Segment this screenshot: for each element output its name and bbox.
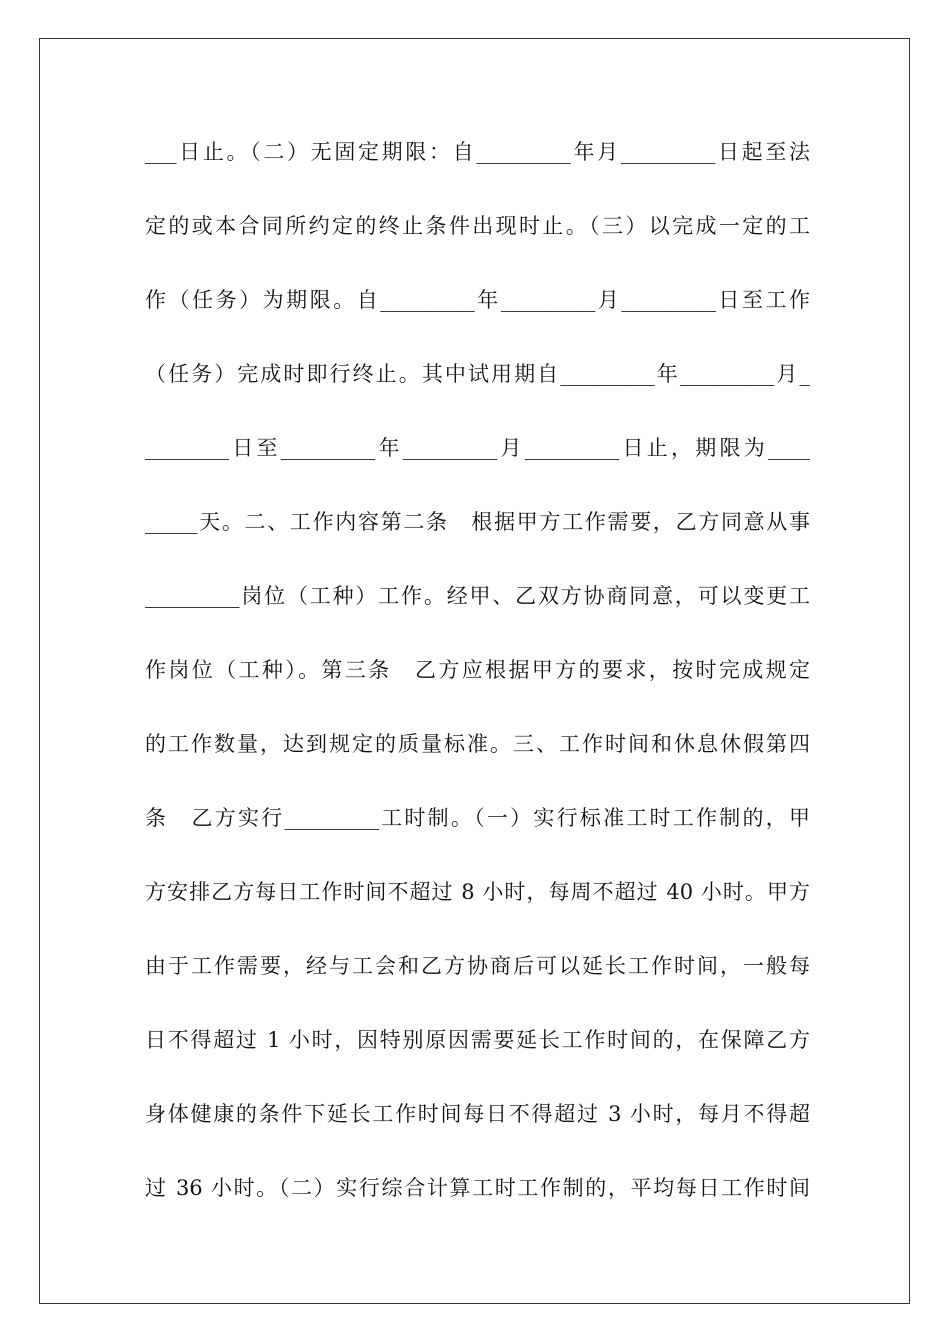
text-line-13: 日不得超过 1 小时，因特别原因需要延长工作时间的，在保障乙方	[145, 1028, 810, 1052]
text-line-10: 条 乙方实行_________工时制。（一）实行标准工时工作制的，甲	[145, 806, 810, 830]
text-line-12: 由于工作需要，经与工会和乙方协商后可以延长工作时间，一般每	[145, 954, 810, 978]
text-line-2: 定的或本合同所约定的终止条件出现时止。（三）以完成一定的工	[145, 214, 810, 238]
text-line-1: ___日止。（二）无固定期限：自_________年月_________日起至法	[145, 140, 810, 164]
text-line-6: _____天。二、工作内容第二条 根据甲方工作需要，乙方同意从事	[145, 510, 810, 534]
text-line-9: 的工作数量，达到规定的质量标准。三、工作时间和休息休假第四	[145, 732, 810, 756]
document-body	[145, 134, 810, 1244]
text-line-14: 身体健康的条件下延长工作时间每日不得超过 3 小时，每月不得超	[145, 1102, 810, 1126]
text-line-7: _________岗位（工种）工作。经甲、乙双方协商同意，可以变更工	[145, 584, 810, 608]
text-line-4: （任务）完成时即行终止。其中试用期自_________年_________月_	[145, 362, 810, 386]
text-line-3: 作（任务）为期限。自_________年_________月_________日至工作	[145, 288, 810, 312]
text-line-15: 过 36 小时。（二）实行综合计算工时工作制的，平均每日工作时间	[145, 1176, 810, 1200]
text-line-5: ________日至_________年_________月_________日止，期限为____	[145, 436, 810, 460]
text-line-8: 作岗位（工种）。第三条 乙方应根据甲方的要求，按时完成规定	[145, 658, 810, 682]
text-line-11: 方安排乙方每日工作时间不超过 8 小时，每周不超过 40 小时。甲方	[145, 880, 810, 904]
